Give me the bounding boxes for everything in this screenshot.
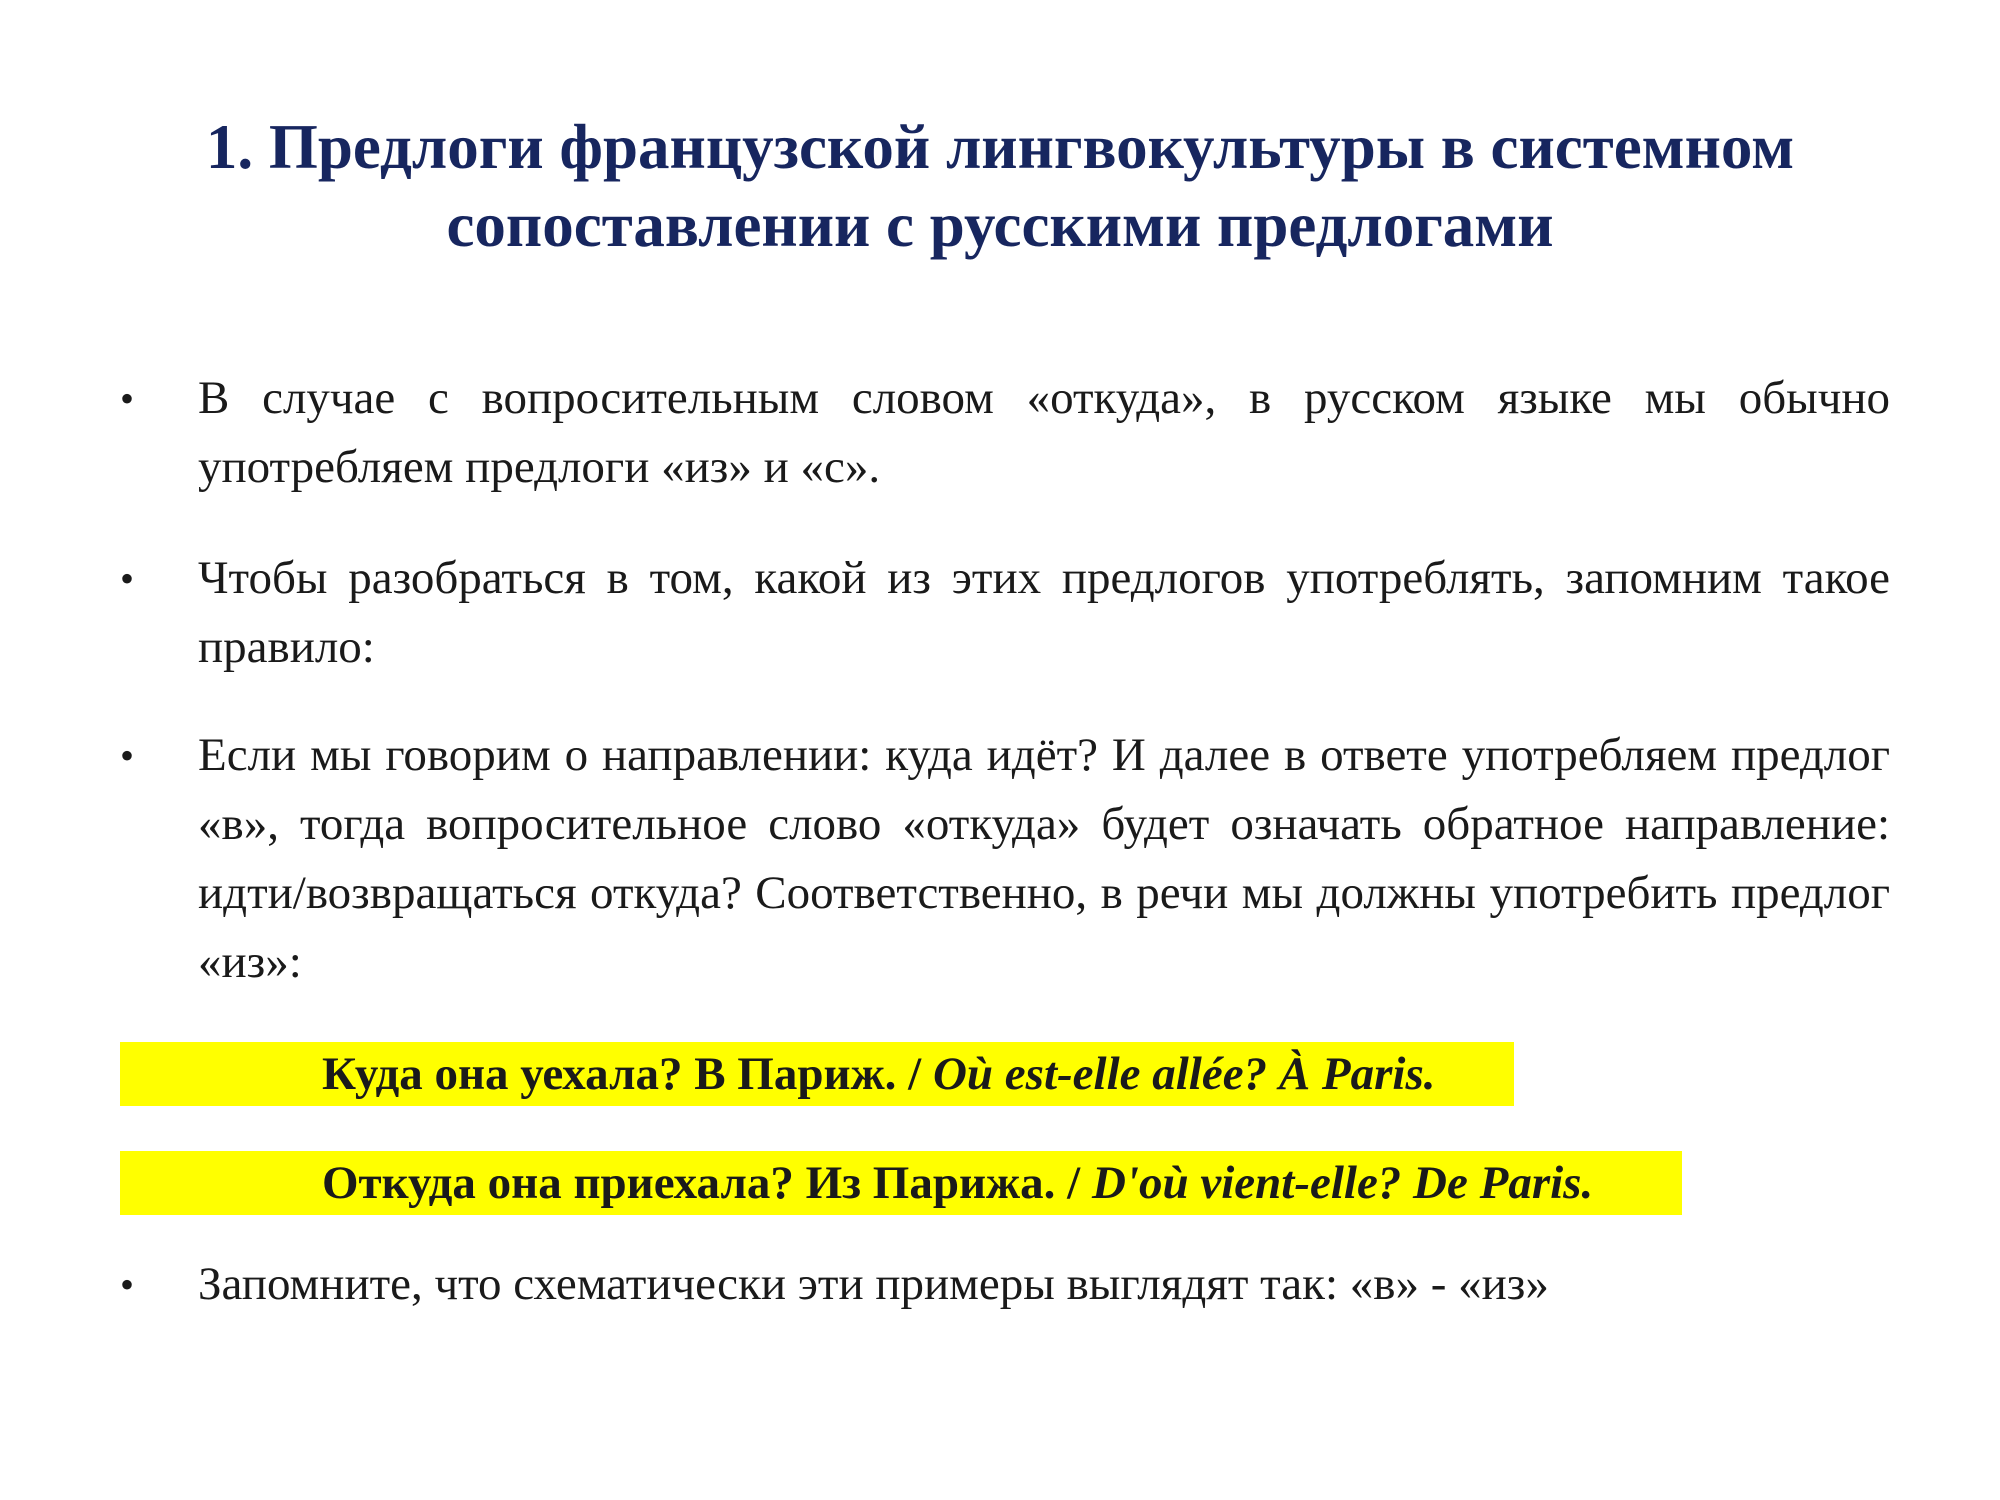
bullet-text: Чтобы разобраться в том, какой из этих предлогов употреблять, запомним такое правило:: [198, 552, 1890, 673]
bullet-dot-icon: •: [120, 376, 135, 421]
example-line: [120, 1151, 1599, 1215]
slide-title-line-2: сопоставлении с русскими предлогами: [446, 190, 1554, 260]
example-russian: Откуда она приехала? Из Парижа. /: [322, 1157, 1092, 1209]
example-highlight-1: [120, 1042, 1514, 1106]
example-french: Où est-elle allée? À Paris.: [932, 1048, 1436, 1100]
bullet-text: Если мы говорим о направлении: куда идёт? И далее в ответе употребляем предлог «в», тогда вопросительное слово «откуда» будет означать обратное направление: идти/возвращаться откуда? Соответственно, в речи мы должны употребить предлог «из»:: [198, 729, 1890, 988]
bullet-dot-icon: •: [120, 556, 135, 601]
example-russian: Куда она уехала? В Париж. /: [322, 1048, 933, 1100]
bullet-dot-icon: •: [120, 1262, 135, 1307]
example-french: D'où vient-elle? De Paris.: [1091, 1157, 1594, 1209]
slide-title-line-1: 1. Предлоги французской лингвокультуры в системном: [205, 112, 1795, 182]
example-highlight-2: [120, 1151, 1682, 1215]
example-line: [120, 1042, 1442, 1106]
slide-title: [0, 108, 2000, 264]
bullet-text: В случае с вопросительным словом «откуда», в русском языке мы обычно употребляем предлоги «из» и «с».: [198, 372, 1890, 493]
bullet-dot-icon: •: [120, 733, 135, 778]
bullet-text: Запомните, что схематически эти примеры выглядят так: «в» - «из»: [198, 1258, 1549, 1310]
